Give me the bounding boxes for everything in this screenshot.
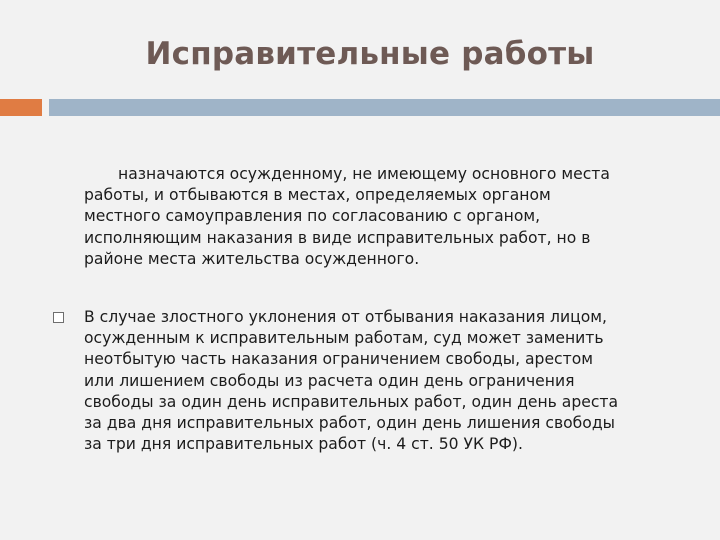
paragraph-line: за три дня исправительных работ (ч. 4 ст. 50 УК РФ).	[84, 435, 523, 454]
paragraph-assignment	[84, 164, 704, 270]
paragraph-line: местного самоуправления по согласованию с органом,	[84, 207, 541, 226]
hollow-square-bullet-icon	[53, 312, 64, 323]
paragraph-line: свободы за один день исправительных работ, один день ареста	[84, 392, 619, 411]
paragraph-line: осужденным к исправительным работам, суд может заменить	[84, 329, 604, 348]
paragraph-line: работы, и отбываются в местах, определяемых органом	[84, 186, 551, 205]
paragraph-line: или лишением свободы из расчета один день ограничения	[84, 371, 575, 390]
paragraph-line: районе места жительства осужденного.	[84, 249, 420, 268]
paragraph-line: В случае злостного уклонения от отбывания наказания лицом,	[84, 308, 607, 326]
paragraph-line: неотбытую часть наказания ограничением свободы, арестом	[84, 350, 593, 369]
paragraph-line: назначаются осужденному, не имеющему основного места	[118, 165, 610, 183]
slide-title: Исправительные работы	[145, 36, 595, 72]
paragraph-line: исполняющим наказания в виде исправительных работ, но в	[84, 228, 591, 247]
paragraph-evasion	[84, 307, 704, 455]
paragraph-line: за два дня исправительных работ, один день лишения свободы	[84, 414, 615, 433]
